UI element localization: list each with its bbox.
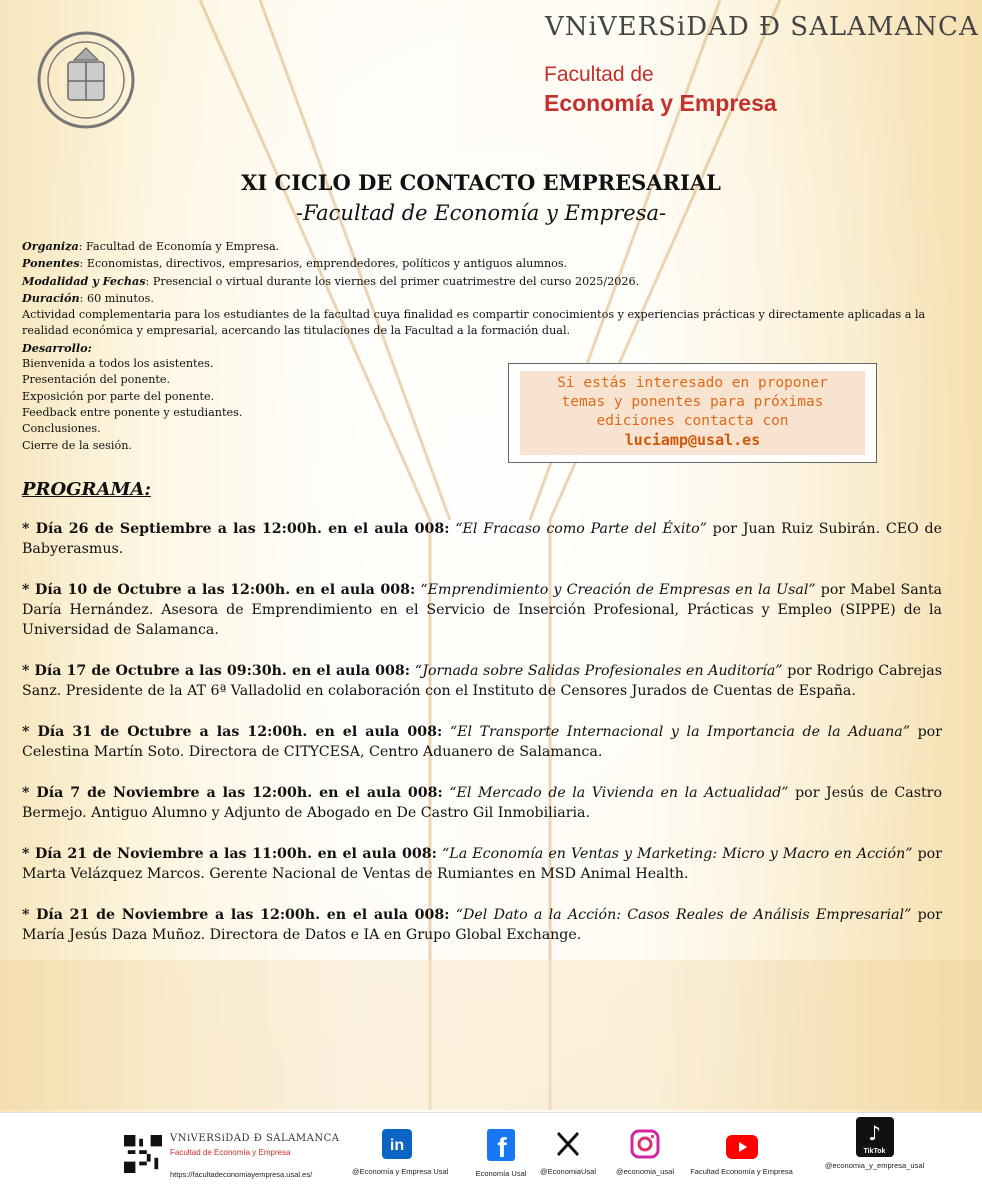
program-speaker: por Mabel Santa Daría Hernández. Asesora de Emprendimiento en el Servicio de Inserción Profesional, Prácticas y Empleo (SIPPE) de la Universidad de Salamanca. — [22, 581, 943, 639]
program-talk: “La Economía en Ventas y Marketing: Micro y Macro en Acción” — [442, 845, 913, 862]
duracion-line — [22, 290, 942, 307]
page-subtitle: -Facultad de Economía y Empresa- — [295, 201, 667, 225]
program-talk: “Del Dato a la Acción: Casos Reales de Análisis Empresarial” — [455, 906, 912, 923]
ponentes-line — [22, 255, 942, 272]
footer-bar — [0, 1112, 982, 1200]
desarrollo-label: Desarrollo: — [22, 340, 92, 355]
footer-faculty-name: Facultad de Economía y Empresa — [170, 1148, 291, 1157]
program-speaker: por Marta Velázquez Marcos. Gerente Nacional de Ventas de Rumiantes en MSD Animal Health. — [22, 845, 943, 882]
program-speaker: por María Jesús Daza Muñoz. Directora de Datos e IA en Grupo Global Exchange. — [22, 906, 943, 943]
duracion-value: : 60 minutos. — [79, 291, 154, 305]
program-item — [22, 519, 942, 559]
linkedin-link[interactable] — [352, 1129, 449, 1176]
university-name: VNiVERSiDAD Ð SALAMANCA — [545, 12, 979, 42]
program-talk: “El Fracaso como Parte del Éxito” — [455, 521, 707, 537]
linkedin-handle: @Economía y Empresa Usal — [352, 1167, 449, 1176]
desarrollo-item: Feedback entre ponente y estudiantes. — [22, 405, 243, 419]
x-icon — [553, 1129, 583, 1159]
svg-text:in: in — [389, 1137, 405, 1154]
ponentes-value: : Economistas, directivos, empresarios, emprendedores, políticos y antiguos alumnos. — [79, 257, 568, 271]
page-title: XI CICLO DE CONTACTO EMPRESARIAL — [241, 170, 721, 195]
tiktok-logo-text: TikTok — [863, 1148, 886, 1155]
program-item — [22, 661, 942, 701]
youtube-icon — [726, 1135, 758, 1159]
program-item — [22, 722, 942, 762]
contact-notice — [520, 371, 865, 455]
footer-university-name: VNiVERSiDAD Ð SALAMANCA — [170, 1133, 340, 1144]
facebook-icon — [487, 1129, 515, 1161]
linkedin-icon — [382, 1129, 412, 1159]
notice-line: Si estás interesado en proponer — [557, 375, 828, 391]
instagram-link[interactable] — [610, 1129, 680, 1176]
modalidad-line — [22, 273, 942, 290]
instagram-icon — [630, 1129, 660, 1159]
program-date: * Día 31 de Octubre a las 12:00h. en el aula 008: — [22, 723, 443, 740]
organiza-line — [22, 238, 942, 255]
tiktok-link[interactable] — [812, 1117, 937, 1170]
qr-code-icon[interactable] — [124, 1135, 162, 1173]
description: Actividad complementaria para los estudiantes de la facultad cuya finalidad es compartir conocimientos y experiencias prácticas y directamente aplicadas a la realidad económica y empresarial, acercando las titulaciones de la Facultad a la formación dual. — [22, 308, 926, 338]
modalidad-value: : Presencial o virtual durante los viernes del primer cuatrimestre del curso 2025/2026. — [145, 274, 640, 288]
programa-heading: PROGRAMA: — [22, 479, 152, 500]
desarrollo-item: Bienvenida a todos los asistentes. — [22, 357, 214, 371]
program-item — [22, 783, 942, 823]
program-date: * Día 26 de Septiembre a las 12:00h. en el aula 008: — [22, 521, 450, 537]
desarrollo-item: Cierre de la sesión. — [22, 438, 132, 452]
program-item — [22, 844, 942, 884]
program-date: * Día 10 de Octubre a las 12:00h. en el aula 008: — [22, 581, 416, 598]
program-talk: “Emprendimiento y Creación de Empresas en la Usal” — [420, 581, 816, 598]
organiza-label: Organiza — [22, 239, 79, 253]
tiktok-handle: @economia_y_empresa_usal — [824, 1161, 925, 1170]
faculty-name-line1: Facultad de — [544, 63, 654, 86]
faculty-name-line2: Economía y Empresa — [544, 90, 777, 116]
notice-line: ediciones contacta con — [596, 413, 789, 429]
tiktok-icon: ♪ TikTok — [856, 1117, 894, 1157]
program-talk: “Jornada sobre Salidas Profesionales en Auditoría” — [414, 663, 783, 680]
contact-notice-box — [508, 363, 877, 463]
program-list — [22, 519, 942, 966]
program-date: * Día 21 de Noviembre a las 11:00h. en el aula 008: — [22, 845, 437, 862]
svg-text:f: f — [497, 1132, 507, 1161]
program-date: * Día 7 de Noviembre a las 12:00h. en el aula 008: — [22, 784, 443, 801]
program-talk: “El Mercado de la Vivienda en la Actualidad” — [449, 784, 789, 801]
desarrollo-item: Exposición por parte del ponente. — [22, 389, 215, 403]
organiza-value: : Facultad de Economía y Empresa. — [78, 240, 280, 253]
program-talk: “El Transporte Internacional y la Importancia de la Aduana” — [449, 723, 910, 740]
x-handle: @EconomiaUsal — [540, 1167, 596, 1176]
facebook-handle: Economía Usal — [475, 1169, 527, 1178]
program-speaker: por Celestina Martín Soto. Directora de CITYCESA, Centro Aduanero de Salamanca. — [22, 723, 943, 761]
university-seal — [36, 30, 136, 130]
program-item — [22, 580, 942, 641]
program-speaker: por Juan Ruiz Subirán. CEO de Babyerasmus. — [22, 521, 942, 558]
program-speaker: por Rodrigo Cabrejas Sanz. Presidente de la AT 6ª Valladolid en colaboración con el Instituto de Censores Jurados de Cuentas de España. — [22, 663, 942, 700]
youtube-handle: Facultad Economía y Empresa — [690, 1167, 793, 1176]
notice-line: temas y ponentes para próximas — [561, 394, 824, 410]
desarrollo-item: Conclusiones. — [22, 422, 101, 436]
x-link[interactable] — [533, 1129, 603, 1176]
ponentes-label: Ponentes — [22, 256, 80, 271]
program-date: * Día 17 de Octubre a las 09:30h. en el aula 008: — [22, 663, 411, 680]
instagram-handle: @economia_usal — [615, 1167, 675, 1176]
contact-email-link[interactable]: luciamp@usal.es — [624, 431, 761, 449]
youtube-link[interactable] — [684, 1129, 799, 1176]
modalidad-label: Modalidad y Fechas — [22, 273, 146, 288]
program-speaker: por Jesús de Castro Bermejo. Antiguo Alumno y Adjunto de Abogado en De Castro Gil Inmobiliaria. — [22, 784, 943, 822]
footer-website-link[interactable]: https://facultadeconomiayempresa.usal.es/ — [170, 1170, 313, 1179]
program-item — [22, 905, 942, 945]
program-date: * Día 21 de Noviembre a las 12:00h. en el aula 008: — [22, 906, 450, 923]
facebook-link[interactable] — [466, 1129, 536, 1178]
desarrollo-item: Presentación del ponente. — [22, 373, 171, 387]
duracion-label: Duración — [22, 290, 80, 305]
